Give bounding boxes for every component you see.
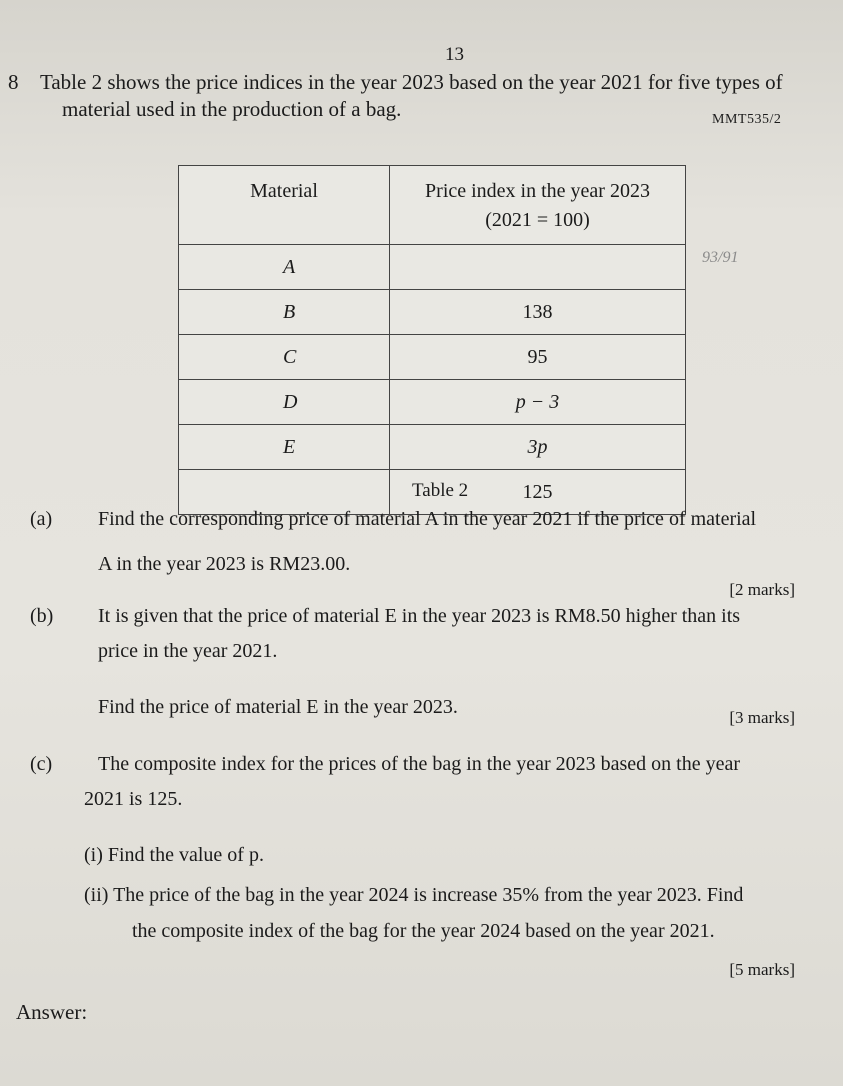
- table-row: [179, 425, 686, 470]
- header-base-year: (2021 = 100): [485, 209, 590, 231]
- part-b-line-3: Find the price of material E in the year 2023.: [98, 696, 458, 718]
- part-c-line-1: The composite index for the prices of the bag in the year 2023 based on the year: [98, 753, 741, 775]
- header-price-index: [390, 166, 686, 245]
- part-c-label: (c): [30, 753, 53, 775]
- part-b-line-1: It is given that the price of material E in the year 2023 is RM8.50 higher than its: [98, 605, 741, 627]
- index-cell: 95: [390, 335, 686, 380]
- material-cell: A: [179, 245, 390, 290]
- part-c-ii-line-1: (ii) The price of the bag in the year 2024 is increase 35% from the year 2023. Find: [84, 884, 744, 906]
- table-row: [179, 290, 686, 335]
- material-cell: E: [179, 425, 390, 470]
- answer-label: Answer:: [16, 1000, 88, 1024]
- table-row: [179, 245, 686, 290]
- index-cell: 138: [390, 290, 686, 335]
- paper-code: MMT535/2: [712, 112, 782, 127]
- material-cell: C: [179, 335, 390, 380]
- table-header-row: [179, 166, 686, 245]
- part-a-marks: [2 marks]: [729, 580, 795, 599]
- table-caption: Table 2: [412, 480, 469, 501]
- part-b-label: (b): [30, 605, 54, 627]
- part-a-line-2: A in the year 2023 is RM23.00.: [98, 553, 351, 575]
- index-cell: 125: [390, 470, 686, 515]
- part-a-label: (a): [30, 508, 53, 530]
- header-price-index-label: Price index in the year 2023: [425, 180, 650, 202]
- question-intro-line-1: Table 2 shows the price indices in the year 2023 based on the year 2021 for five types of: [40, 70, 783, 94]
- part-c-ii-line-2: the composite index of the bag for the year 2024 based on the year 2021.: [132, 920, 715, 942]
- question-number: 8: [8, 70, 19, 94]
- table-row: [179, 380, 686, 425]
- index-cell: p − 3: [390, 380, 686, 425]
- part-b-line-2: price in the year 2021.: [98, 640, 278, 662]
- price-index-table: [178, 165, 686, 515]
- question-intro-line-2: material used in the production of a bag.: [62, 97, 402, 121]
- index-cell: 3p: [390, 425, 686, 470]
- page-number: 13: [445, 44, 464, 65]
- material-cell: B: [179, 290, 390, 335]
- part-c-i: (i) Find the value of p.: [84, 844, 264, 866]
- header-material: Material: [179, 166, 390, 245]
- handwritten-margin-note: 93/91: [702, 249, 739, 266]
- index-cell: [390, 245, 686, 290]
- part-b-marks: [3 marks]: [729, 708, 795, 727]
- part-c-marks: [5 marks]: [729, 960, 795, 979]
- part-a-line-1: Find the corresponding price of material A in the year 2021 if the price of material: [98, 508, 757, 530]
- table-row: [179, 335, 686, 380]
- material-cell: D: [179, 380, 390, 425]
- part-c-line-2: 2021 is 125.: [84, 788, 183, 810]
